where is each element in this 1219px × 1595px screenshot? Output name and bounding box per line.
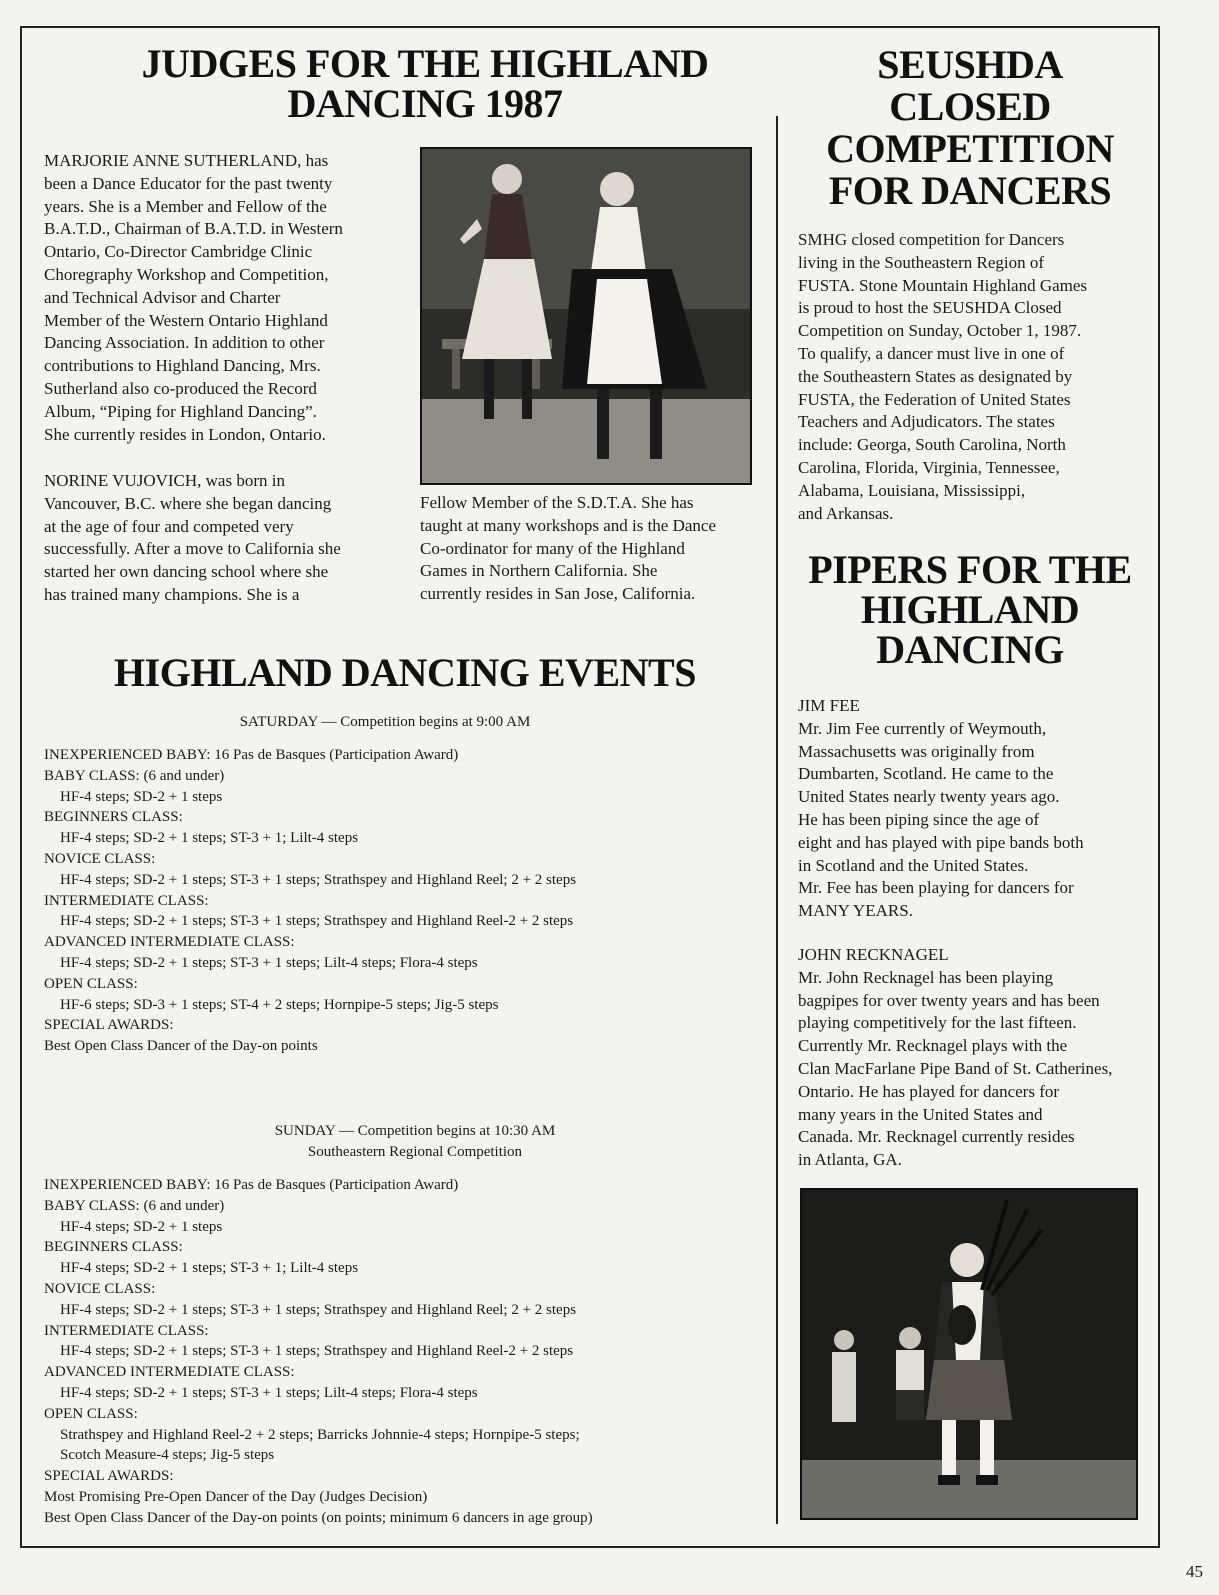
event-line: Most Promising Pre-Open Dancer of the Day (Judges Decision) [44,1488,428,1505]
event-line: OPEN CLASS: [44,1405,138,1422]
sutherland-bio: MARJORIE ANNE SUTHERLAND, has been a Dance Educator for the past twenty years. She is a Member and Fellow of the B.A.T.D., Chairman of B.A.T.D. in Western Ontario, Co-Director Cambridge Clinic Choregraphy Workshop and Competition, and Technical Advisor and Charter Member of the Western Ontario Highland Dancing Association. In addition to other contributions to Highland Dancing, Mrs. Sutherland also co-produced the Record Album, “Piping for Highland Dancing”. She currently resides in London, Ontario. [44,151,343,444]
pipers-heading: PIPERS FOR THE HIGHLAND DANCING [808,547,1132,672]
event-line: HF-4 steps; SD-2 + 1 steps; ST-3 + 1; Lilt-4 steps [60,1260,359,1277]
seushda-heading: SEUSHDA CLOSED COMPETITION FOR DANCERS [826,42,1114,213]
vujovich-bio-start: NORINE VUJOVICH, was born in Vancouver, B.C. where she began dancing at the age of four and competed very successfully. After a move to California she started her own dancing school where she has trained many champions. She is a [44,471,341,604]
vujovich-bio-continued: Fellow Member of the S.D.T.A. She has taught at many workshops and is the Dance Co-ordinator for many of the Highland Games in Northern California. She currently resides in San Jose, California. [420,493,717,604]
event-line: NOVICE CLASS: [44,850,156,867]
event-line: INTERMEDIATE CLASS: [44,892,209,909]
judges-heading: JUDGES FOR THE HIGHLAND DANCING 1987 [141,41,709,126]
sunday-header: SUNDAY — Competition begins at 10:30 AM Southeastern Regional Competition [274,1123,556,1160]
dancers-photo [420,147,752,485]
event-line: HF-4 steps; SD-2 + 1 steps [60,1218,223,1235]
event-line: ADVANCED INTERMEDIATE CLASS: [44,934,295,951]
saturday-events-list [44,745,764,1057]
event-line: Best Open Class Dancer of the Day-on points (on points; minimum 6 dancers in age group) [44,1509,593,1526]
event-line: BABY CLASS: (6 and under) [44,767,225,784]
event-line: Best Open Class Dancer of the Day-on points [44,1038,318,1055]
event-line: HF-6 steps; SD-3 + 1 steps; ST-4 + 2 steps; Hornpipe-5 steps; Jig-5 steps [60,996,499,1013]
event-line: SPECIAL AWARDS: [44,1468,174,1485]
event-line: HF-4 steps; SD-2 + 1 steps; ST-3 + 1 steps; Strathspey and Highland Reel-2 + 2 steps [60,1343,574,1360]
event-line: INEXPERIENCED BABY: 16 Pas de Basques (Participation Award) [44,1177,459,1193]
event-line: HF-4 steps; SD-2 + 1 steps; ST-3 + 1 steps; Lilt-4 steps; Flora-4 steps [60,954,478,971]
saturday-header: SATURDAY — Competition begins at 9:00 AM [239,714,531,730]
event-line: INTERMEDIATE CLASS: [44,1322,209,1339]
event-line: HF-4 steps; SD-2 + 1 steps; ST-3 + 1 steps; Strathspey and Highland Reel; 2 + 2 steps [60,1301,577,1318]
event-line: HF-4 steps; SD-2 + 1 steps; ST-3 + 1 steps; Strathspey and Highland Reel-2 + 2 steps [60,913,574,930]
event-line: Scotch Measure-4 steps; Jig-5 steps [60,1447,275,1464]
event-line: NOVICE CLASS: [44,1280,156,1297]
event-line: SPECIAL AWARDS: [44,1017,174,1034]
event-line: HF-4 steps; SD-2 + 1 steps; ST-3 + 1 steps; Lilt-4 steps; Flora-4 steps [60,1384,478,1401]
event-line: BEGINNERS CLASS: [44,809,183,826]
column-divider [776,116,778,1524]
event-line: HF-4 steps; SD-2 + 1 steps; ST-3 + 1 steps; Strathspey and Highland Reel; 2 + 2 steps [60,871,577,888]
event-line: Strathspey and Highland Reel-2 + 2 steps; Barricks Johnnie-4 steps; Hornpipe-5 steps; [60,1426,580,1443]
page-number: 45 [1186,1562,1203,1581]
seushda-body: SMHG closed competition for Dancers living in the Southeastern Region of FUSTA. Stone Mountain Highland Games is proud to host the SEUSHDA Closed Competition on Sunday, October 1, 1987. To qualify, a dancer must live in one of the Southeastern States as designated by FUSTA, the Federation of United States Teachers and Adjudicators. The states include: Georga, South Carolina, North Carolina, Florida, Virginia, Tennessee, Alabama, Louisiana, Mississippi, and Arkansas. [798,230,1088,523]
event-line: ADVANCED INTERMEDIATE CLASS: [44,1364,295,1381]
john-recknagel-bio: JOHN RECKNAGEL Mr. John Recknagel has been playing bagpipes for over twenty years and has been playing competitively for the last fifteen. Currently Mr. Recknagel plays with the Clan MacFarlane Pipe Band of St. Catherines, Ontario. He has played for dancers for many years in the United States and Canada. Mr. Recknagel currently resides in Atlanta, GA. [798,945,1113,1170]
event-line: OPEN CLASS: [44,975,138,992]
event-line: BEGINNERS CLASS: [44,1239,183,1256]
event-line: HF-4 steps; SD-2 + 1 steps [60,788,223,805]
jim-fee-bio: JIM FEE Mr. Jim Fee currently of Weymouth, Massachusetts was originally from Dumbarten, Scotland. He came to the United States nearly twenty years ago. He has been piping since the age of eight and has played with pipe bands both in Scotland and the United States. Mr. Fee has been playing for dancers for MANY YEARS. [798,696,1084,921]
event-line: HF-4 steps; SD-2 + 1 steps; ST-3 + 1; Lilt-4 steps [60,830,359,847]
event-line: INEXPERIENCED BABY: 16 Pas de Basques (Participation Award) [44,747,459,763]
events-heading: HIGHLAND DANCING EVENTS [114,650,696,695]
event-line: BABY CLASS: (6 and under) [44,1197,225,1214]
sunday-events-list [44,1175,764,1529]
piper-photo [800,1188,1138,1520]
